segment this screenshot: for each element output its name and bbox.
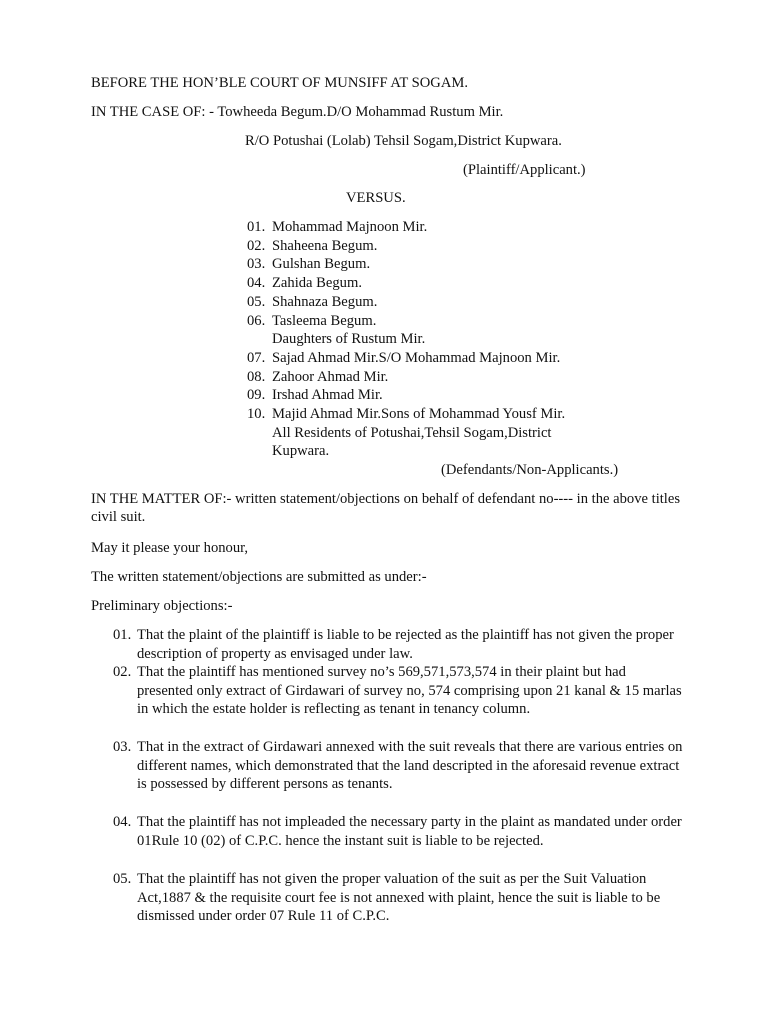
objection-number: 03. [113,739,132,755]
defendant-number: 05. [247,293,266,310]
defendant-name: Kupwara. [272,443,330,460]
defendant-number: 10. [247,406,266,422]
case-parties-line: IN THE CASE OF: - Towheeda Begum.D/O Mohammad Rustum Mir. [91,104,504,120]
objection-text: That the plaintiff has mentioned survey no’s 569,571,573,574 in their plaint but had presented only extract of Girdawari of survey no, 574 comprising upon 21 kanal & 15 marlas in which the estate holder is reflecting as tenant in tenancy column. [137,664,682,718]
defendants-role: (Defendants/Non-Applicants.) [441,462,619,478]
objection-text: That in the extract of Girdawari annexed with the suit reveals that there are various entries on different names, which demonstrated that the land descripted in the aforesaid revenue extract is possessed by different persons as tenants. [137,739,683,793]
plaintiff-residence: R/O Potushai (Lolab) Tehsil Sogam,District Kupwara. [245,133,562,149]
defendant-number: 01. [247,219,266,235]
defendant-name: Gulshan Begum. [272,256,371,273]
defendant-name: Mohammad Majnoon Mir. [272,219,428,235]
salutation: May it please your honour, [91,540,249,556]
plaintiff-role: (Plaintiff/Applicant.) [463,162,586,178]
defendant-name: Majid Ahmad Mir.Sons of Mohammad Yousf Mir. [272,406,566,422]
defendant-name: Irshad Ahmad Mir. [272,387,383,404]
objection-number: 04. [113,814,132,830]
objection-text: That the plaint of the plaintiff is liable to be rejected as the plaintiff has not given the proper description of property as envisaged under law. [137,627,674,662]
versus-label: VERSUS. [346,190,406,206]
defendant-name: Sajad Ahmad Mir.S/O Mohammad Majnoon Mir. [272,349,561,366]
objection-text: That the plaintiff has not impleaded the necessary party in the plaint as mandated under order 01Rule 10 (02) of C.P.C. hence the instant suit is liable to be rejected. [137,814,682,849]
objection-number: 05. [113,871,132,887]
defendant-number: 06. [247,312,266,329]
preliminary-objections-heading: Preliminary objections:- [91,598,233,614]
defendant-name: Tasleema Begum. [272,312,377,329]
defendant-name: Zahoor Ahmad Mir. [272,368,389,385]
submission-line: The written statement/objections are submitted as under:- [91,569,427,585]
defendant-number: 08. [247,368,266,385]
defendant-number: 09. [247,387,266,404]
defendant-name: Daughters of Rustum Mir. [272,331,426,348]
defendant-name: All Residents of Potushai,Tehsil Sogam,District [272,424,552,441]
defendant-number: 02. [247,237,266,254]
objection-number: 02. [113,664,132,680]
defendant-number: 07. [247,349,266,366]
defendant-name: Shaheena Begum. [272,237,378,254]
defendant-number: 03. [247,256,266,273]
objection-number: 01. [113,627,132,643]
court-heading: BEFORE THE HON’BLE COURT OF MUNSIFF AT SOGAM. [91,75,468,91]
defendant-name: Shahnaza Begum. [272,293,378,310]
objection-text: That the plaintiff has not given the proper valuation of the suit as per the Suit Valuation Act,1887 & the requisite court fee is not annexed with plaint, hence the suit is liable to be dismissed under order 07 Rule 11 of C.P.C. [137,871,661,925]
defendant-name: Zahida Begum. [272,275,362,292]
matter-paragraph: IN THE MATTER OF:- written statement/objections on behalf of defendant no---- in the above titles civil suit. [91,491,681,526]
defendant-number: 04. [247,275,266,292]
